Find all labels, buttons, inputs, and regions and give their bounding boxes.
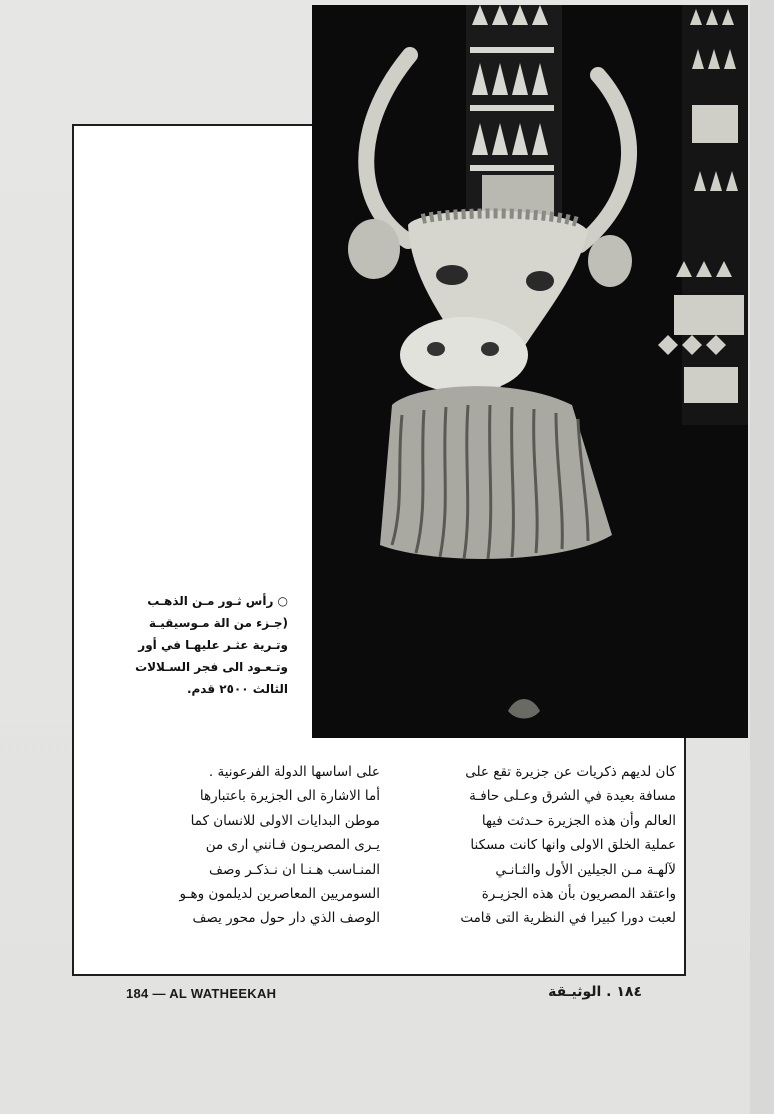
text-line: السومريين المعاصرين لديلمون وهـو <box>179 886 380 903</box>
text-line: المنـاسب هـنـا ان نـذكـر وصف <box>208 861 380 878</box>
text-line: كان لديهم ذكريات عن جزيرة تقع على <box>465 764 676 780</box>
article-column-right <box>394 760 676 931</box>
left-eye <box>436 265 468 285</box>
text-line: مسافة بعيدة في الشرق وعـلى حافـة <box>469 788 676 805</box>
bull-head-illustration <box>312 5 748 738</box>
text-line: على اساسها الدولة الفرعونية . <box>208 764 380 780</box>
right-ear <box>588 235 632 287</box>
text-line: أما الاشارة الى الجزيرة باعتبارها <box>199 788 380 805</box>
caption-line: الثالث ٢٥٠٠ قدم. <box>186 682 288 696</box>
photo-caption <box>88 590 288 700</box>
text-line: العالم وأن هذه الجزيرة حـدثت فيها <box>481 812 676 829</box>
text-line: لعبت دورا كبيرا في النظرية التى قامت <box>460 910 676 927</box>
footer-page-number-arabic: ١٨٤ . الوثيـقة <box>548 984 642 1000</box>
text-line: واعتقد المصريون بأن هذه الجزيـرة <box>481 886 676 903</box>
article-column-left <box>98 760 380 931</box>
caption-line: وتـرية عثـر عليهـا في أور <box>138 638 288 652</box>
footer-page-number-english: 184 — AL WATHEEKAH <box>126 986 277 1001</box>
bull-head-photo <box>312 5 748 738</box>
page-edge <box>750 0 774 1114</box>
right-eye <box>526 271 554 291</box>
lyre-panel-center <box>466 5 562 235</box>
text-line: موطن البدايات الاولى للانسان كما <box>190 812 380 829</box>
muzzle <box>400 317 528 393</box>
text-line: الوصف الذي دار حول محور يصف <box>192 910 380 927</box>
text-line: يـرى المصريـون فـانني ارى من <box>205 837 380 854</box>
text-line: عملية الخلق الاولى وانها كانت مسكنا <box>470 837 676 854</box>
caption-line: وتـعـود الى فجر السـلالات <box>135 660 288 674</box>
caption-line: ○ رأس ثـور مـن الذهـب <box>147 594 288 608</box>
left-ear <box>348 219 400 279</box>
caption-line: (جـزء من الة مـوسيقيـة <box>148 616 288 630</box>
text-line: لآلهـة مـن الجيلين الأول والثـانـي <box>495 861 676 878</box>
